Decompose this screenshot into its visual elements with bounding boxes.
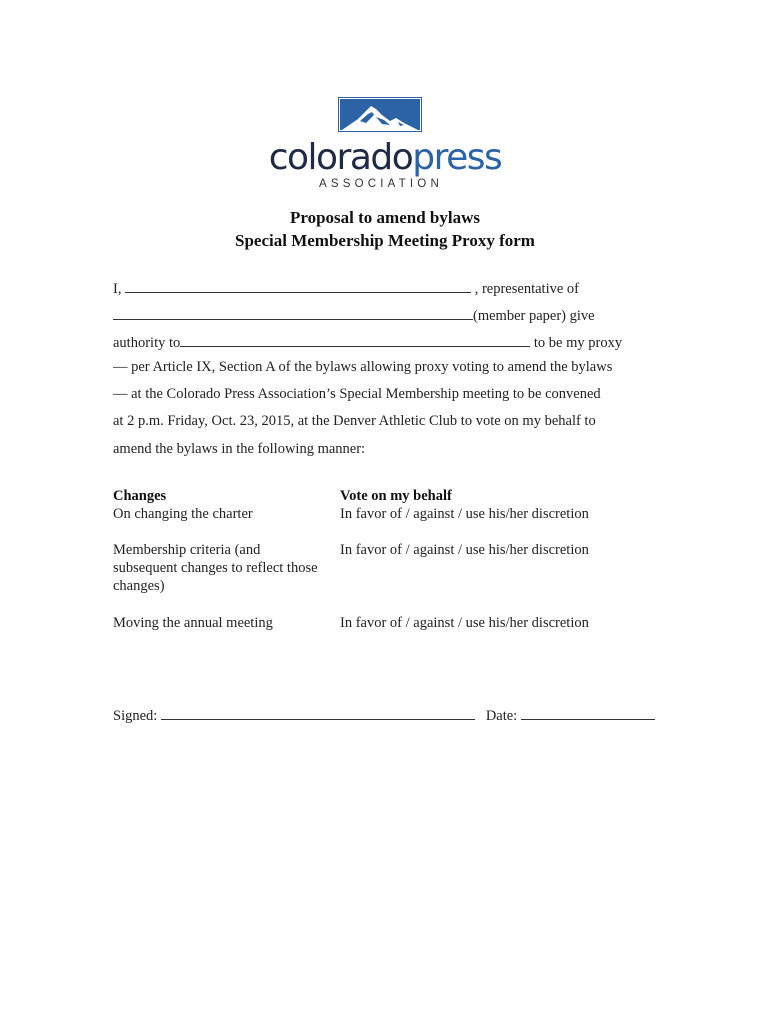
logo-word-colorado: colorado <box>268 137 413 178</box>
vote-options[interactable]: In favor of / against / use his/her discretion <box>340 542 589 558</box>
body-line-1 <box>113 278 579 298</box>
mountain-logo-icon <box>338 97 422 132</box>
form-subtitle: Special Membership Meeting Proxy form <box>235 231 535 250</box>
name-blank[interactable] <box>125 278 471 293</box>
logo-wordmark <box>0 136 770 180</box>
change-item: Moving the annual meeting <box>113 615 273 631</box>
vote-header: Vote on my behalf <box>340 488 452 504</box>
signed-label: Signed: <box>113 708 158 724</box>
body-line-6: at 2 p.m. Friday, Oct. 23, 2015, at the Denver Athletic Club to vote on my behalf to <box>113 413 596 429</box>
signature-line <box>113 705 655 725</box>
body-line-7: amend the bylaws in the following manner: <box>113 441 366 457</box>
change-item: Membership criteria (and subsequent changes to reflect those changes) <box>113 542 318 594</box>
body-line-5: — at the Colorado Press Association’s Special Membership meeting to be convened <box>113 386 601 402</box>
proxy-name-blank[interactable] <box>180 332 530 347</box>
member-paper-blank[interactable] <box>113 305 473 320</box>
logo-word-press: press <box>412 137 502 178</box>
body-line-2-suffix: (member paper) give <box>473 308 595 324</box>
vote-options[interactable]: In favor of / against / use his/her discretion <box>340 506 589 522</box>
body-line-1-prefix: I, <box>113 281 122 297</box>
form-title: Proposal to amend bylaws <box>289 208 480 227</box>
change-item: On changing the charter <box>113 506 253 522</box>
body-line-3-prefix: authority to <box>113 335 181 351</box>
body-line-4: — per Article IX, Section A of the bylaws allowing proxy voting to amend the bylaws <box>113 359 613 375</box>
vote-options[interactable]: In favor of / against / use his/her discretion <box>340 615 589 631</box>
logo-subtitle: ASSOCIATION <box>319 178 443 190</box>
changes-header: Changes <box>113 488 167 504</box>
date-label: Date: <box>485 708 518 724</box>
body-line-2 <box>113 305 595 325</box>
signature-blank[interactable] <box>161 705 475 720</box>
body-line-3-suffix: to be my proxy <box>533 335 623 351</box>
body-line-1-suffix: , representative of <box>474 281 579 297</box>
date-blank[interactable] <box>521 705 655 720</box>
body-line-3 <box>113 332 622 352</box>
